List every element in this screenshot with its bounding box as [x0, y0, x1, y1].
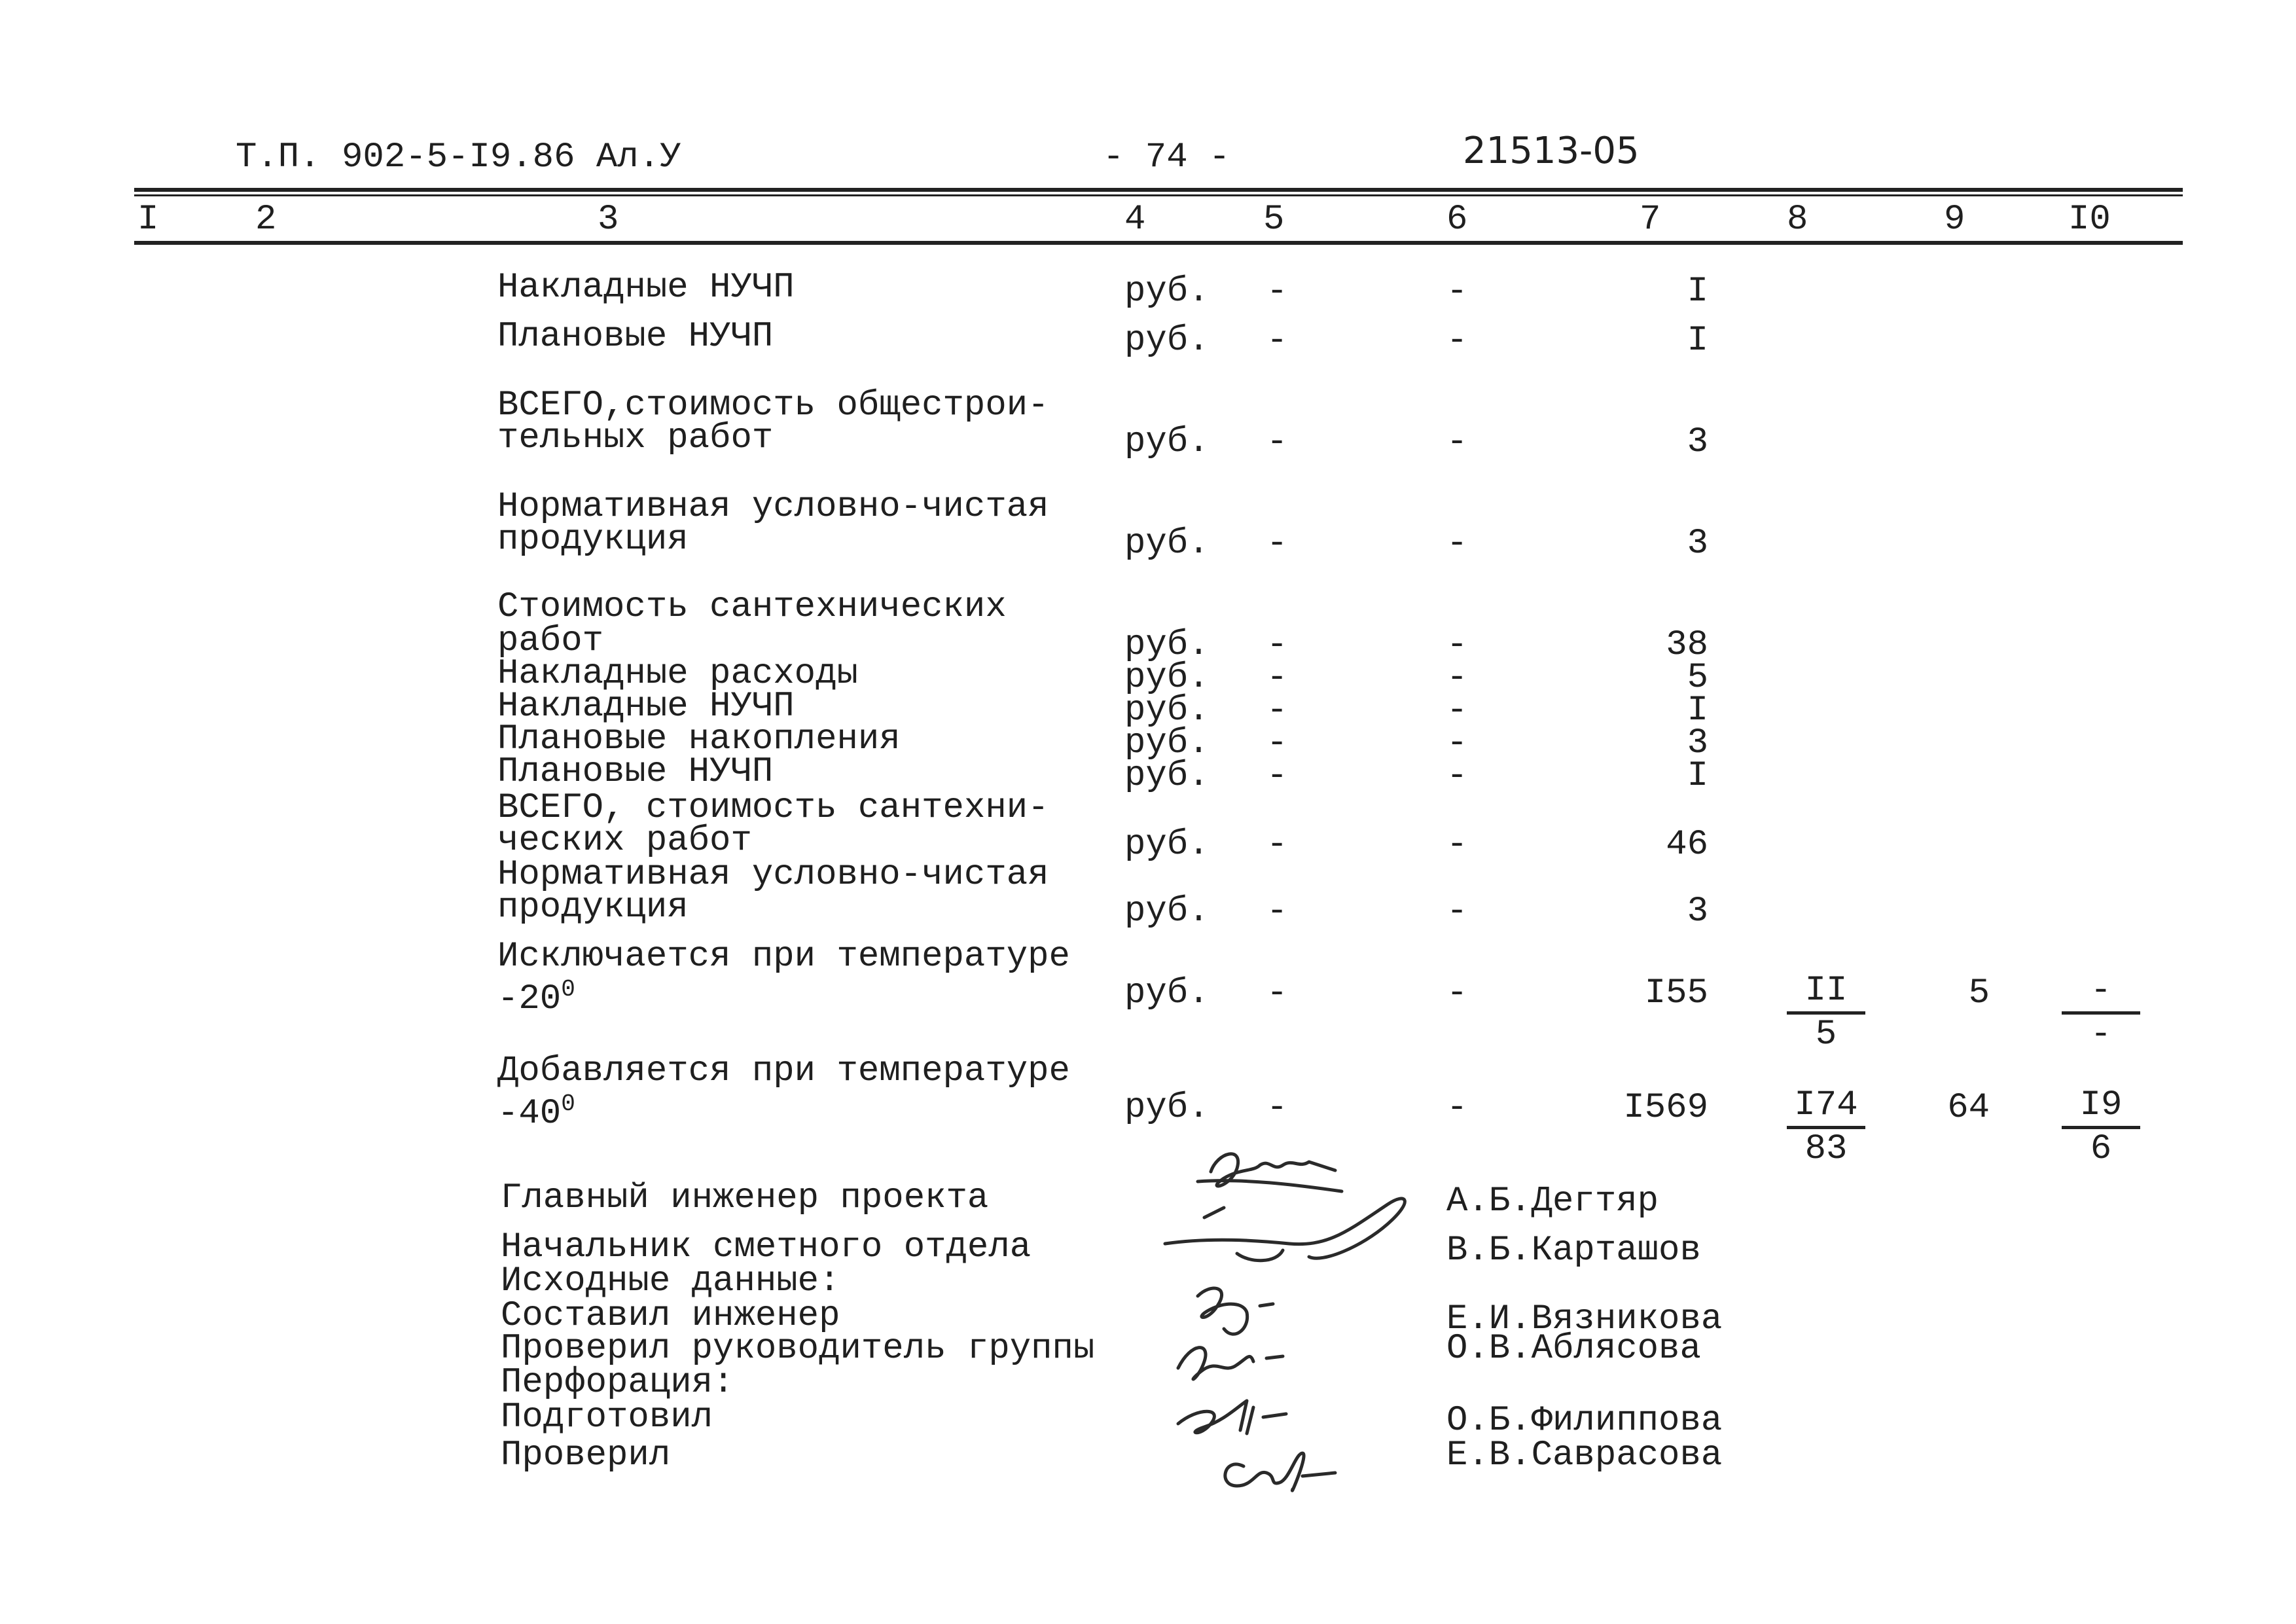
- row-unit: руб.: [1124, 756, 1210, 796]
- row-name: Накладные НУЧП: [497, 687, 795, 727]
- temperature-value: -40: [497, 1094, 562, 1134]
- column-number-8: 8: [1787, 200, 1808, 240]
- checked-name: Е.В.Саврасова: [1446, 1435, 1723, 1475]
- column-number-5: 5: [1263, 200, 1285, 240]
- source-data-label: Исходные данные:: [501, 1261, 840, 1301]
- row-col7: 46: [1666, 825, 1708, 865]
- row-unit: руб.: [1124, 892, 1210, 931]
- row-name: Накладные НУЧП: [497, 268, 795, 308]
- row-col5: -: [1266, 658, 1288, 698]
- row-name-line2: тельных работ: [497, 418, 774, 458]
- row-name-line1: Исключается при температуре: [497, 937, 1070, 977]
- row-col5: -: [1266, 892, 1288, 931]
- row-col7: 3: [1687, 422, 1708, 462]
- row-name-line1: ВСЕГО, стоимость сантехни-: [497, 788, 1049, 828]
- row-col6: -: [1446, 321, 1468, 361]
- row-col7: I55: [1644, 973, 1708, 1013]
- column-number-7: 7: [1640, 200, 1661, 240]
- row-col5: -: [1266, 756, 1288, 796]
- row-unit: руб.: [1124, 825, 1210, 865]
- row-col6: -: [1446, 1088, 1468, 1128]
- header-rule-bottom: [134, 241, 2183, 245]
- row-name-line1: Нормативная условно-чистая: [497, 487, 1049, 527]
- row-unit: руб.: [1124, 321, 1210, 361]
- row-col5: -: [1266, 422, 1288, 462]
- row-name-line1: Стоимость сантехнических: [497, 587, 1007, 627]
- checked-group-role: Проверил руководитель группы: [501, 1329, 1095, 1369]
- row-name-line2: работ: [497, 621, 604, 661]
- row-name-line1: ВСЕГО,стоимость общестрои-: [497, 386, 1049, 425]
- row-unit: руб.: [1124, 723, 1210, 763]
- page-number: - 74 -: [1103, 137, 1230, 177]
- row-col6: -: [1446, 825, 1468, 865]
- row-name: Плановые НУЧП: [497, 752, 774, 792]
- row-col7: I: [1687, 321, 1708, 361]
- prepared-name: О.Б.Филиппова: [1446, 1401, 1723, 1441]
- fraction-numerator: II: [1787, 971, 1865, 1015]
- perforation-label: Перфорация:: [501, 1363, 734, 1403]
- row-col5: -: [1266, 973, 1288, 1013]
- header-rule-top: [134, 188, 2183, 192]
- row-col7: 38: [1666, 625, 1708, 665]
- row-unit: руб.: [1124, 524, 1210, 564]
- temperature-value: -20: [497, 979, 562, 1019]
- column-number-6: 6: [1446, 200, 1468, 240]
- fraction-denominator: 5: [1815, 1015, 1837, 1055]
- prepared-role: Подготовил: [501, 1398, 713, 1437]
- row-col6: -: [1446, 524, 1468, 564]
- signature-checked: [1225, 1453, 1335, 1490]
- chief-engineer-name: А.Б.Дегтяр: [1446, 1182, 1659, 1221]
- row-unit: руб.: [1124, 691, 1210, 731]
- column-number-4: 4: [1124, 200, 1146, 240]
- row-col6: -: [1446, 892, 1468, 931]
- row-col5: -: [1266, 723, 1288, 763]
- row-col8-fraction: [1787, 971, 1865, 1055]
- checked-group-name: О.В.Аблясова: [1446, 1329, 1701, 1369]
- row-name-line2: ческих работ: [497, 821, 752, 861]
- row-col5: -: [1266, 825, 1288, 865]
- row-col10-fraction: [2062, 1085, 2140, 1170]
- document-code: Т.П. 902-5-I9.86 Ал.У: [236, 137, 681, 177]
- row-col7: 5: [1687, 658, 1708, 698]
- estimate-head-role: Начальник сметного отдела: [501, 1227, 1031, 1267]
- column-number-9: 9: [1944, 200, 1965, 240]
- row-name-line2: [497, 1088, 575, 1134]
- row-col6: -: [1446, 272, 1468, 312]
- row-col5: -: [1266, 524, 1288, 564]
- fraction-numerator: I74: [1787, 1085, 1865, 1129]
- column-number-10: I0: [2068, 200, 2111, 240]
- signature-compiled: [1198, 1288, 1273, 1334]
- degree-mark: 0: [561, 976, 575, 1003]
- row-col7: I569: [1623, 1088, 1708, 1128]
- row-col10-fraction: [2062, 971, 2140, 1055]
- row-name: Плановые НУЧП: [497, 317, 774, 357]
- row-col5: -: [1266, 1088, 1288, 1128]
- row-col8-fraction: [1787, 1085, 1865, 1170]
- handwritten-signatures: [1113, 1132, 1453, 1499]
- fraction-denominator: 6: [2090, 1129, 2112, 1169]
- row-col6: -: [1446, 422, 1468, 462]
- row-name: Плановые накопления: [497, 719, 901, 759]
- row-col6: -: [1446, 658, 1468, 698]
- estimate-head-name: В.Б.Карташов: [1446, 1231, 1701, 1271]
- row-col5: -: [1266, 625, 1288, 665]
- row-unit: руб.: [1124, 272, 1210, 312]
- checked-role: Проверил: [501, 1435, 671, 1475]
- compiled-name: Е.И.Вязникова: [1446, 1299, 1723, 1339]
- row-name-line2: продукция: [497, 888, 689, 928]
- row-col7: 3: [1687, 892, 1708, 931]
- row-unit: руб.: [1124, 422, 1210, 462]
- row-col9: 5: [1968, 973, 1990, 1013]
- fraction-numerator: -: [2062, 971, 2140, 1015]
- row-col7: 3: [1687, 723, 1708, 763]
- row-col7: I: [1687, 756, 1708, 796]
- row-col6: -: [1446, 756, 1468, 796]
- column-number-2: 2: [255, 200, 277, 240]
- row-col5: -: [1266, 272, 1288, 312]
- column-number-1: I: [137, 200, 159, 240]
- header-rule-top-thin: [134, 194, 2183, 196]
- signature-estimate-head: [1165, 1199, 1405, 1261]
- degree-mark: 0: [561, 1091, 575, 1117]
- row-col5: -: [1266, 321, 1288, 361]
- row-col6: -: [1446, 691, 1468, 731]
- row-col5: -: [1266, 691, 1288, 731]
- compiled-role: Составил инженер: [501, 1296, 840, 1336]
- row-col6: -: [1446, 625, 1468, 665]
- row-col6: -: [1446, 723, 1468, 763]
- row-name-line2: продукция: [497, 520, 689, 560]
- row-unit: руб.: [1124, 625, 1210, 665]
- row-name: Накладные расходы: [497, 654, 858, 694]
- fraction-denominator: 83: [1804, 1129, 1848, 1169]
- row-unit: руб.: [1124, 658, 1210, 698]
- archive-stamp: 21513-05: [1463, 130, 1640, 172]
- signature-prepared: [1178, 1401, 1286, 1434]
- chief-engineer-role: Главный инженер проекта: [501, 1178, 989, 1218]
- row-col7: I: [1687, 691, 1708, 731]
- row-name-line1: Нормативная условно-чистая: [497, 855, 1049, 895]
- column-number-3: 3: [598, 200, 619, 240]
- row-col6: -: [1446, 973, 1468, 1013]
- row-name-line2: [497, 973, 575, 1019]
- row-col7: 3: [1687, 524, 1708, 564]
- fraction-numerator: I9: [2062, 1085, 2140, 1129]
- row-col9: 64: [1947, 1088, 1990, 1128]
- row-col7: I: [1687, 272, 1708, 312]
- row-unit: руб.: [1124, 1088, 1210, 1128]
- row-unit: руб.: [1124, 973, 1210, 1013]
- fraction-denominator: -: [2090, 1015, 2112, 1055]
- signature-checked-group: [1178, 1348, 1283, 1379]
- row-name-line1: Добавляется при температуре: [497, 1051, 1070, 1091]
